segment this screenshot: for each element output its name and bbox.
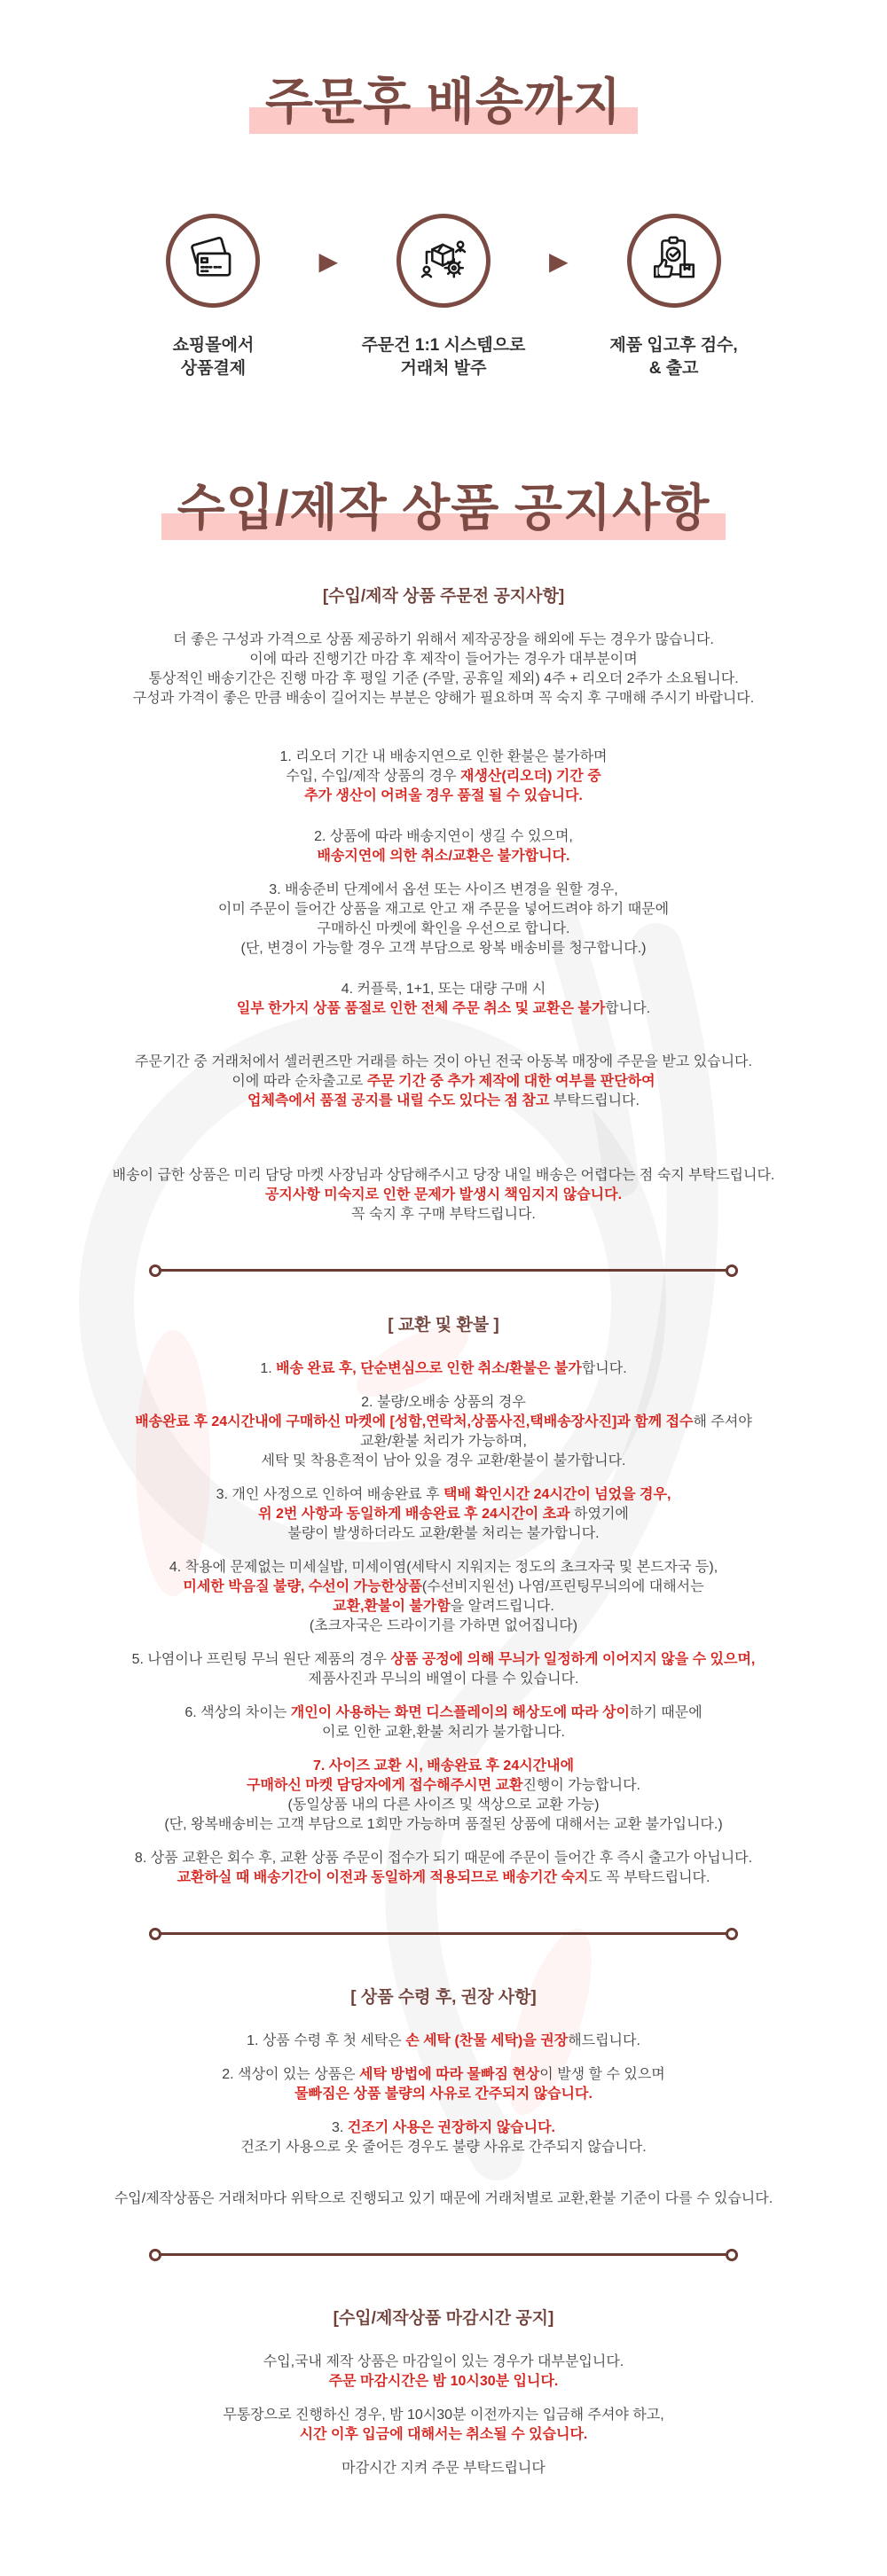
notice-paragraph bbox=[22, 1485, 865, 1544]
notice-paragraph bbox=[22, 1393, 865, 1471]
notice-paragraph bbox=[22, 2032, 865, 2051]
notice-body bbox=[22, 586, 865, 2478]
notice-line bbox=[22, 2085, 865, 2104]
emphasis-text: 미세한 박음질 불량, 수선이 가능한상품 bbox=[183, 1578, 422, 1594]
emphasis-text: 주문 기간 중 추가 제작에 대한 여부를 판단하여 bbox=[366, 1073, 655, 1089]
step-label bbox=[343, 334, 544, 380]
notice-line bbox=[22, 1413, 865, 1432]
notice-line bbox=[22, 1505, 865, 1524]
step-label-line: 쇼핑몰에서 bbox=[172, 336, 255, 356]
notice-paragraph bbox=[22, 827, 865, 866]
body-text: 꼭 숙지 후 구매 부탁드립니다. bbox=[351, 1206, 536, 1222]
notice-line bbox=[22, 1815, 865, 1835]
notice-line bbox=[22, 1796, 865, 1815]
step-circle bbox=[627, 214, 721, 308]
notice-line bbox=[22, 1186, 865, 1205]
step-label-line: 주문건 1:1 시스템으로 bbox=[361, 336, 526, 356]
notice-paragraph bbox=[22, 1558, 865, 1636]
notice-line bbox=[22, 1578, 865, 1597]
body-text: 8. 상품 교환은 회수 후, 교환 상품 주문이 접수가 되기 때문에 주문이 들어간 후 즉시 출고가 아닙니다. bbox=[134, 1850, 753, 1866]
notice-line bbox=[22, 1558, 865, 1578]
body-text: 3. bbox=[332, 2119, 348, 2135]
notice-line bbox=[22, 1703, 865, 1723]
divider-ring bbox=[149, 1928, 161, 1940]
emphasis-text: 구매하신 마켓 담당자에게 접수해주시면 교환 bbox=[247, 1777, 523, 1793]
body-text: 교환/환불 처리가 가능하며, bbox=[360, 1433, 527, 1449]
body-text: 세탁 및 착용흔적이 남아 있을 경우 교환/환불이 불가합니다. bbox=[261, 1452, 626, 1468]
body-text: 제품사진과 무늬의 배열이 다를 수 있습니다. bbox=[308, 1671, 579, 1687]
section-divider bbox=[149, 1264, 738, 1278]
body-text: 이에 따라 순차출고로 bbox=[232, 1073, 367, 1089]
body-text: 5. 나염이나 프린팅 무늬 원단 제품의 경우 bbox=[131, 1651, 391, 1667]
section-header: [수입/제작 상품 주문전 공지사항] bbox=[322, 586, 565, 606]
notice-line bbox=[22, 1776, 865, 1796]
emphasis-text: 교환,환불이 불가함 bbox=[333, 1598, 451, 1614]
notice-line bbox=[22, 999, 865, 1019]
section-divider bbox=[149, 1927, 738, 1941]
body-text: 도 꼭 부탁드립니다. bbox=[588, 1869, 710, 1885]
body-text: (동일상품 내의 다른 사이즈 및 색상으로 교환 가능) bbox=[287, 1797, 600, 1813]
section-header: [ 상품 수령 후, 권장 사항] bbox=[350, 1987, 537, 2007]
divider-ring bbox=[726, 1928, 738, 1940]
notice-line bbox=[22, 1597, 865, 1617]
notice-line bbox=[22, 1524, 865, 1544]
emphasis-text: 개인이 사용하는 화면 디스플레이의 해상도에 따라 상이 bbox=[290, 1704, 630, 1720]
body-text: 통상적인 배송기간은 진행 마감 후 평일 기준 (주말, 공휴일 제외) 4주 + 리오더 2주가 소요됩니다. bbox=[148, 670, 739, 686]
step-circle bbox=[396, 214, 491, 308]
emphasis-text: 공지사항 미숙지로 인한 문제가 발생시 책임지지 않습니다. bbox=[264, 1186, 623, 1202]
body-text: 4. 착용에 문제없는 미세실밥, 미세이염(세탁시 지워지는 정도의 초크자국 및 본드자국 등), bbox=[169, 1559, 718, 1575]
notice-paragraph bbox=[22, 2353, 865, 2392]
body-text: (단, 변경이 가능할 경우 고객 부담으로 왕복 배송비를 청구합니다.) bbox=[240, 940, 647, 956]
body-text: 이미 주문이 들어간 상품을 재고로 안고 재 주문을 넣어드려야 하기 때문에 bbox=[217, 901, 670, 917]
notice-line bbox=[22, 1166, 865, 1186]
emphasis-text: 재생산(리오더) 기간 중 bbox=[460, 768, 601, 784]
body-text: 배송이 급한 상품은 미리 담당 마켓 사장님과 상담해주시고 당장 내일 배송은 어렵다는 점 숙지 부탁드립니다. bbox=[112, 1167, 775, 1183]
body-text: 을 알려드립니다. bbox=[450, 1598, 554, 1614]
body-text: 3. 배송준비 단계에서 옵션 또는 사이즈 변경을 원할 경우, bbox=[269, 881, 618, 897]
body-text: 무통장으로 진행하신 경우, 밤 10시30분 이전까지는 입금해 주셔야 하고, bbox=[223, 2407, 664, 2423]
section-divider bbox=[149, 2248, 738, 2262]
notice-line bbox=[22, 1849, 865, 1868]
step-order-system bbox=[343, 214, 544, 380]
hero-section bbox=[0, 0, 887, 136]
notice-line bbox=[22, 1485, 865, 1505]
body-text: 하였기에 bbox=[569, 1506, 629, 1522]
body-text: 이로 인한 교환,환불 처리가 불가합니다. bbox=[322, 1724, 565, 1740]
notice-line bbox=[22, 787, 865, 806]
body-text: 해드립니다. bbox=[568, 2032, 640, 2048]
notice-line bbox=[22, 2425, 865, 2445]
notice-line bbox=[22, 2138, 865, 2157]
notice-paragraph bbox=[22, 2065, 865, 2104]
notice-line bbox=[22, 1092, 865, 1111]
notice-line bbox=[22, 881, 865, 900]
emphasis-text: 교환하실 때 배송기간이 이전과 동일하게 적용되므로 배송기간 숙지 bbox=[177, 1869, 589, 1885]
notice-line bbox=[22, 939, 865, 959]
body-text: 수입, 수입/제작 상품의 경우 bbox=[286, 768, 461, 784]
emphasis-text: 상품 공정에 의해 무늬가 일정하게 이어지지 않을 수 있으며, bbox=[390, 1651, 756, 1667]
body-text: 3. 개인 사정으로 인하여 배송완료 후 bbox=[216, 1486, 444, 1502]
section-header: [수입/제작상품 마감시간 공지] bbox=[333, 2308, 554, 2328]
notice-paragraph bbox=[22, 1703, 865, 1742]
step-label bbox=[574, 334, 774, 380]
notice-paragraph bbox=[22, 881, 865, 959]
notice-line bbox=[22, 1053, 865, 1072]
notice-title: 수입/제작 상품 공지사항 bbox=[161, 482, 726, 542]
notice-paragraph bbox=[22, 1849, 865, 1888]
notice-line bbox=[22, 1072, 865, 1092]
body-text: 2. 불량/오배송 상품의 경우 bbox=[361, 1394, 526, 1410]
step-label bbox=[113, 334, 313, 380]
notice-line bbox=[22, 2032, 865, 2051]
divider-ring bbox=[726, 2249, 738, 2261]
notice-line bbox=[22, 2118, 865, 2138]
body-text: 건조기 사용으로 옷 줄어든 경우도 불량 사유로 간주되지 않습니다. bbox=[240, 2139, 647, 2155]
notice-line bbox=[22, 1432, 865, 1452]
notice-line bbox=[22, 900, 865, 920]
notice-paragraph bbox=[22, 748, 865, 806]
notice-paragraph bbox=[22, 2118, 865, 2157]
notice-line bbox=[22, 2065, 865, 2085]
notice-line bbox=[22, 2372, 865, 2392]
notice-line bbox=[22, 650, 865, 669]
body-text: 1. bbox=[260, 1360, 277, 1376]
notice-paragraph bbox=[22, 2406, 865, 2445]
emphasis-text: 7. 사이즈 교환 시, 배송완료 후 24시간내에 bbox=[312, 1758, 575, 1773]
notice-paragraph bbox=[22, 1053, 865, 1111]
section-header: [ 교환 및 환불 ] bbox=[388, 1315, 499, 1335]
emphasis-text: 추가 생산이 어려울 경우 품절 될 수 있습니다. bbox=[304, 787, 583, 803]
notice-line bbox=[22, 980, 865, 999]
notice-line bbox=[22, 1617, 865, 1636]
body-text: 1. 리오더 기간 내 배송지연으로 인한 환불은 불가하며 bbox=[279, 748, 608, 764]
divider-ring bbox=[149, 2249, 161, 2261]
notice-line bbox=[22, 1359, 865, 1379]
notice-line bbox=[22, 1452, 865, 1471]
notice-line bbox=[22, 1723, 865, 1742]
notice-paragraph bbox=[22, 980, 865, 1019]
step-payment bbox=[113, 214, 313, 380]
body-text: 수입,국내 제작 상품은 마감일이 있는 경우가 대부분입니다. bbox=[263, 2353, 624, 2369]
body-text: 수입/제작상품은 거래처마다 위탁으로 진행되고 있기 때문에 거래처별로 교환,환불 기준이 다를 수 있습니다. bbox=[114, 2190, 773, 2206]
body-text: 해 주셔야 bbox=[693, 1413, 752, 1429]
step-label-line: 거래처 발주 bbox=[400, 359, 487, 379]
body-text: 이에 따라 진행기간 마감 후 제작이 들어가는 경우가 대부분이며 bbox=[249, 651, 638, 667]
notice-line bbox=[22, 630, 865, 650]
divider-line bbox=[159, 1932, 728, 1935]
body-text: 하기 때문에 bbox=[629, 1704, 703, 1720]
notice-line bbox=[22, 1868, 865, 1888]
notice-paragraph bbox=[22, 630, 865, 709]
notice-line bbox=[22, 1393, 865, 1413]
notice-paragraph bbox=[22, 1166, 865, 1225]
step-inspection-shipping bbox=[574, 214, 774, 380]
page-title: 주문후 배송까지 bbox=[249, 76, 638, 136]
body-text: 1. 상품 수령 후 첫 세탁은 bbox=[247, 2032, 406, 2048]
body-text: 합니다. bbox=[605, 1000, 651, 1016]
body-text: (단, 왕복배송비는 고객 부담으로 1회만 가능하며 품절된 상품에 대해서는 교환 불가입니다.) bbox=[164, 1816, 723, 1832]
body-text: 더 좋은 구성과 가격으로 상품 제공하기 위해서 제작공장을 해외에 두는 경우가 많습니다. bbox=[173, 631, 714, 647]
step-circle bbox=[166, 214, 260, 308]
body-text: 부탁드립니다. bbox=[549, 1092, 640, 1108]
inspection-shipping-icon bbox=[648, 235, 700, 286]
body-text: 구성과 가격이 좋은 만큼 배송이 길어지는 부분은 양해가 필요하며 꼭 숙지 후 구매해 주시기 바랍니다. bbox=[132, 690, 755, 706]
body-text: 주문기간 중 거래처에서 셀러퀸즈만 거래를 하는 것이 아닌 전국 아동복 매장에 주문을 받고 있습니다. bbox=[135, 1053, 752, 1069]
emphasis-text: 물빠짐은 상품 불량의 사유로 간주되지 않습니다. bbox=[294, 2086, 593, 2102]
emphasis-text: 배송 완료 후, 단순변심으로 인한 취소/환불은 불가 bbox=[276, 1360, 582, 1376]
step-label-line: 상품결제 bbox=[180, 359, 247, 379]
notice-line bbox=[22, 827, 865, 847]
body-text: (수선비지원선) 나염/프린팅무늬의에 대해서는 bbox=[421, 1578, 704, 1594]
emphasis-text: 시간 이후 입금에 대해서는 취소될 수 있습니다. bbox=[299, 2426, 588, 2442]
body-text: 2. 상품에 따라 배송지연이 생길 수 있으며, bbox=[314, 828, 573, 844]
emphasis-text: 세탁 방법에 따라 물빠짐 현상 bbox=[359, 2066, 540, 2082]
emphasis-text: 택배 확인시간 24시간이 넘었을 경우, bbox=[443, 1486, 671, 1502]
notice-paragraph bbox=[22, 1359, 865, 1379]
notice-line bbox=[22, 1650, 865, 1670]
credit-card-icon bbox=[187, 235, 239, 286]
body-text: 진행이 가능합니다. bbox=[522, 1777, 640, 1793]
notice-paragraph bbox=[22, 2459, 865, 2478]
arrow-right-icon: ▶ bbox=[318, 247, 338, 276]
body-text: 6. 색상의 차이는 bbox=[184, 1704, 291, 1720]
emphasis-text: 일부 한가지 상품 품절로 인한 전체 주문 취소 및 교환은 불가 bbox=[236, 1000, 606, 1016]
notice-line bbox=[22, 767, 865, 787]
notice-line bbox=[22, 847, 865, 866]
notice-line bbox=[22, 1757, 865, 1776]
step-label-line: & 출고 bbox=[648, 359, 699, 379]
emphasis-text: 위 2번 사항과 동일하게 배송완료 후 24시간이 초과 bbox=[258, 1506, 570, 1522]
notice-paragraph bbox=[22, 1757, 865, 1835]
notice-line bbox=[22, 920, 865, 939]
notice-paragraph bbox=[22, 1650, 865, 1689]
emphasis-text: 주문 마감시간은 밤 10시30분 입니다. bbox=[328, 2373, 559, 2389]
notice-line bbox=[22, 1670, 865, 1689]
divider-line bbox=[159, 2253, 728, 2256]
body-text: 2. 색상이 있는 상품은 bbox=[222, 2066, 360, 2082]
notice-paragraph bbox=[22, 2189, 865, 2209]
body-text: 4. 커플룩, 1+1, 또는 대량 구매 시 bbox=[341, 981, 546, 997]
notice-line bbox=[22, 669, 865, 689]
divider-ring bbox=[149, 1265, 161, 1277]
notice-line bbox=[22, 2406, 865, 2425]
body-text: 이 발생 할 수 있으며 bbox=[539, 2066, 665, 2082]
order-process-steps bbox=[0, 214, 887, 380]
divider-ring bbox=[726, 1265, 738, 1277]
notice-line bbox=[22, 1205, 865, 1225]
step-label-line: 제품 입고후 검수, bbox=[609, 336, 738, 356]
emphasis-text: 배송완료 후 24시간내에 구매하신 마켓에 [성함,연락처,상품사진,택배송장사진]과 함께 접수 bbox=[135, 1413, 694, 1429]
notice-line bbox=[22, 689, 865, 709]
body-text: 합니다. bbox=[581, 1360, 627, 1376]
notice-line bbox=[22, 748, 865, 767]
body-text: 마감시간 지켜 주문 부탁드립니다 bbox=[341, 2460, 546, 2476]
arrow-right-icon: ▶ bbox=[549, 247, 569, 276]
emphasis-text: 건조기 사용은 권장하지 않습니다. bbox=[347, 2119, 555, 2135]
body-text: 불량이 발생하더라도 교환/환불 처리는 불가합니다. bbox=[287, 1525, 600, 1541]
body-text: 구매하신 마켓에 확인을 우선으로 합니다. bbox=[317, 920, 570, 936]
notice-title-section bbox=[0, 479, 887, 542]
emphasis-text: 배송지연에 의한 취소/교환은 불가합니다. bbox=[317, 848, 570, 864]
divider-line bbox=[159, 1269, 728, 1272]
emphasis-text: 업체측에서 품절 공지를 내릴 수도 있다는 점 참고 bbox=[247, 1092, 550, 1108]
order-system-icon bbox=[418, 235, 469, 286]
emphasis-text: 손 세탁 (찬물 세탁)을 권장 bbox=[405, 2032, 569, 2048]
notice-line bbox=[22, 2353, 865, 2372]
body-text: (초크자국은 드라이기를 가하면 없어집니다) bbox=[309, 1617, 578, 1633]
notice-line bbox=[22, 2189, 865, 2209]
notice-line bbox=[22, 2459, 865, 2478]
